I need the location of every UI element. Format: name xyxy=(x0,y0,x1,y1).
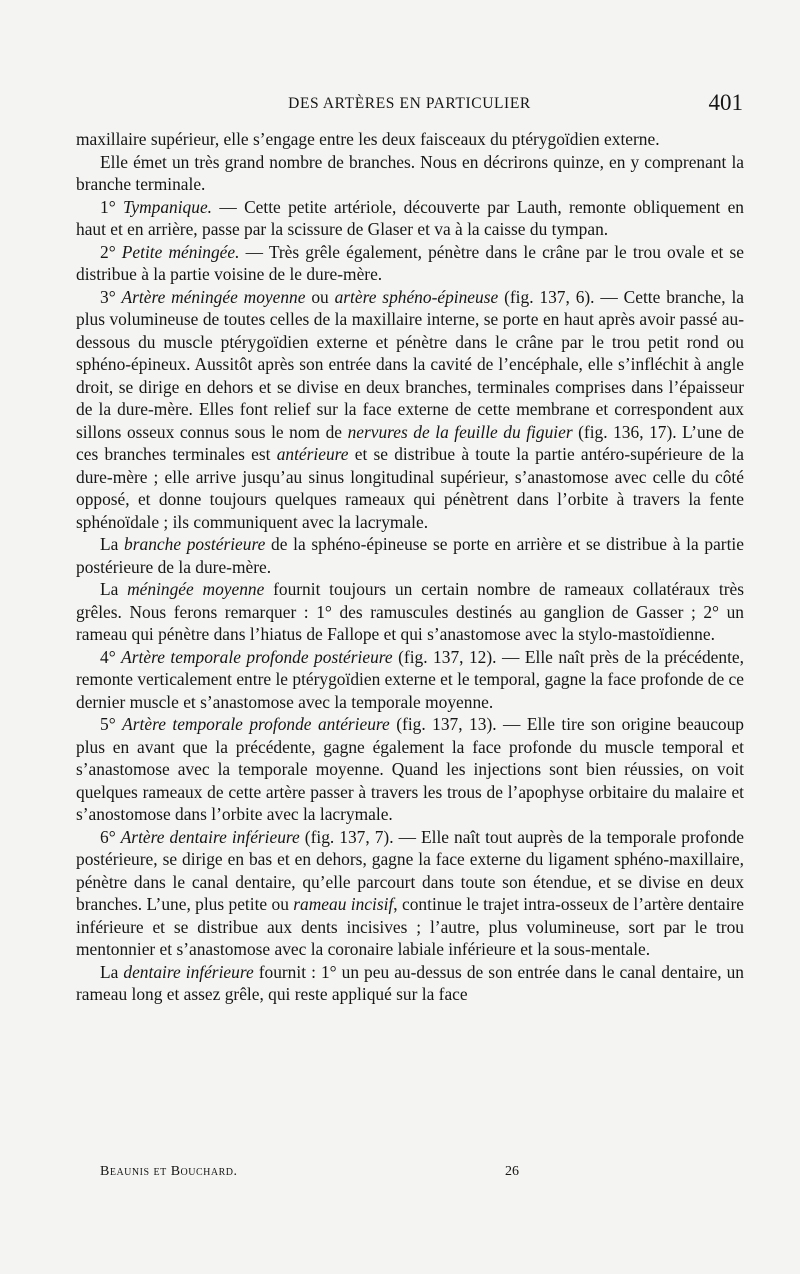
paragraph xyxy=(76,241,744,286)
text-run: ou xyxy=(305,286,335,307)
text-run: 5° xyxy=(100,714,123,734)
signature-mark: 26 xyxy=(505,1164,519,1179)
text-run: (fig. 137, 12). — Elle naît près de la précédente, remonte verticalement entre le ptérygoïdien externe et le temporal, gagne la face profonde de ce dernier muscle et s’anastomose avec la temporale moyenne. xyxy=(76,646,744,712)
italic-run: Artère méningée moyenne xyxy=(121,286,306,307)
text-run: , continue le trajet intra-osseux de l’artère dentaire inférieure et se distribue aux dents incisives ; l’autre, plus volumineuse, sort par le trou mentonnier et s’anastomose avec la coronaire labiale inférieure et la sous-mentale. xyxy=(76,894,744,959)
italic-run: dentaire inférieure xyxy=(123,961,254,982)
italic-run: Artère temporale profonde antérieure xyxy=(122,714,390,734)
page-footer xyxy=(100,1164,720,1186)
text-run: 6° xyxy=(100,826,121,847)
text-run: 2° xyxy=(100,241,122,262)
text-run: La xyxy=(100,961,124,982)
italic-run: artère sphéno-épineuse xyxy=(334,286,499,307)
italic-run: branche postérieure xyxy=(124,534,266,554)
text-run: (fig. 137, 6). — Cette branche, la plus volumineuse de toutes celles de la maxillaire interne, se porte en haut après avoir passé au-dessous du muscle ptérygoïdien externe et pénètre dans le crâne par le trou petit rond ou sphéno-épineux. Aussitôt après son entrée dans la cavité de l’encéphale, elle s’infléchit à angle droit, se dirige en dehors et se divise en deux branches, terminales comprises dans l’épaisseur de la dure-mère. Elles font relief sur la face externe de cette membrane et correspondent aux sillons osseux connus sous le nom de xyxy=(76,286,745,442)
paragraph xyxy=(76,961,744,1006)
italic-run: Petite méningée. xyxy=(121,241,240,262)
paragraph xyxy=(76,646,744,714)
italic-run: Artère temporale profonde postérieure xyxy=(121,646,393,667)
text-run: de la sphéno-épineuse se porte en arrière et se distribue à la partie postérieure de la dure-mère. xyxy=(76,534,744,577)
text-run: fournit : 1° un peu au-dessus de son entrée dans le canal dentaire, un rameau long et assez grêle, qui reste appliqué sur la face xyxy=(76,961,744,1004)
page-number: 401 xyxy=(708,90,743,115)
footer-authors: Beaunis et Bouchard. xyxy=(100,1164,238,1179)
paragraph xyxy=(76,533,744,578)
text-run: Elle émet un très grand nombre de branches. Nous en décrirons quinze, en y comprenant la branche terminale. xyxy=(76,151,744,194)
text-run: 1° xyxy=(100,196,123,217)
italic-run: nervures de la feuille du figuier xyxy=(347,421,573,442)
text-run: 4° xyxy=(100,646,122,667)
text-run: — Très grêle également, pénètre dans le crâne par le trou ovale et se distribue à la partie voisine de le dure-mère. xyxy=(76,241,745,284)
paragraph xyxy=(76,196,744,241)
italic-run: rameau incisif xyxy=(293,894,394,914)
paragraph xyxy=(76,151,744,196)
text-run: La xyxy=(100,579,128,599)
text-run: maxillaire supérieur, elle s’engage entre les deux faisceaux du ptérygoïdien externe. xyxy=(76,129,660,149)
italic-run: méningée moyenne xyxy=(127,579,265,599)
italic-run: antérieure xyxy=(276,444,349,464)
running-title: DES ARTÈRES EN PARTICULIER xyxy=(288,95,531,112)
text-run: fournit toujours un certain nombre de rameaux collatéraux très grêles. Nous ferons remarquer : 1° des ramuscules destinés au ganglion de Gasser ; 2° un rameau qui pénètre dans l’hiatus de Fallope et qui s’anastomose avec la stylo-mastoïdienne. xyxy=(76,579,744,644)
paragraph xyxy=(76,128,744,151)
text-run: 3° xyxy=(100,286,122,307)
italic-run: Tympanique. xyxy=(122,196,213,217)
paragraph xyxy=(76,826,744,961)
text-run: (fig. 137, 7). — Elle naît tout auprès de la temporale profonde postérieure, se dirige en bas et en dehors, gagne la face externe du ligament sphéno-maxillaire, pénètre dans le canal dentaire, qu’elle parcourt dans toute son étendue, et se divise en deux branches. L’une, plus petite ou xyxy=(76,826,744,914)
text-run: et se distribue à toute la partie antéro-supérieure de la dure-mère ; elle arrive jusqu’au sinus longitudinal supérieur, s’anastomose avec celle du côté opposé, et donne toujours quelques rameaux qui pénètrent dans l’orbite à travers la fente sphénoïdale ; ils communiquent avec la lacrymale. xyxy=(76,444,744,532)
paragraph xyxy=(76,713,744,826)
text-run: (fig. 137, 13). — Elle tire son origine beaucoup plus en avant que la précédente, gagne également la face profonde du muscle temporal et s’anastomose avec la temporale moyenne. Quand les injections sont bien réussies, on voit quelques rameaux de cette artère passer à travers les trous de l’apophyse orbitaire du malaire et s’anostomose dans l’orbite avec la lacrymale. xyxy=(76,714,744,824)
text-run: (fig. 136, 17). L’une de ces branches terminales est xyxy=(76,421,745,464)
paragraph xyxy=(76,578,744,646)
text-run: La xyxy=(100,534,125,554)
body-text xyxy=(76,128,744,1006)
italic-run: Artère dentaire inférieure xyxy=(120,826,300,847)
paragraph xyxy=(76,286,744,534)
page-header xyxy=(76,90,743,125)
text-run: — Cette petite artériole, découverte par Lauth, remonte obliquement en haut et en arrière, passe par la scissure de Glaser et va à la caisse du tympan. xyxy=(76,196,745,239)
